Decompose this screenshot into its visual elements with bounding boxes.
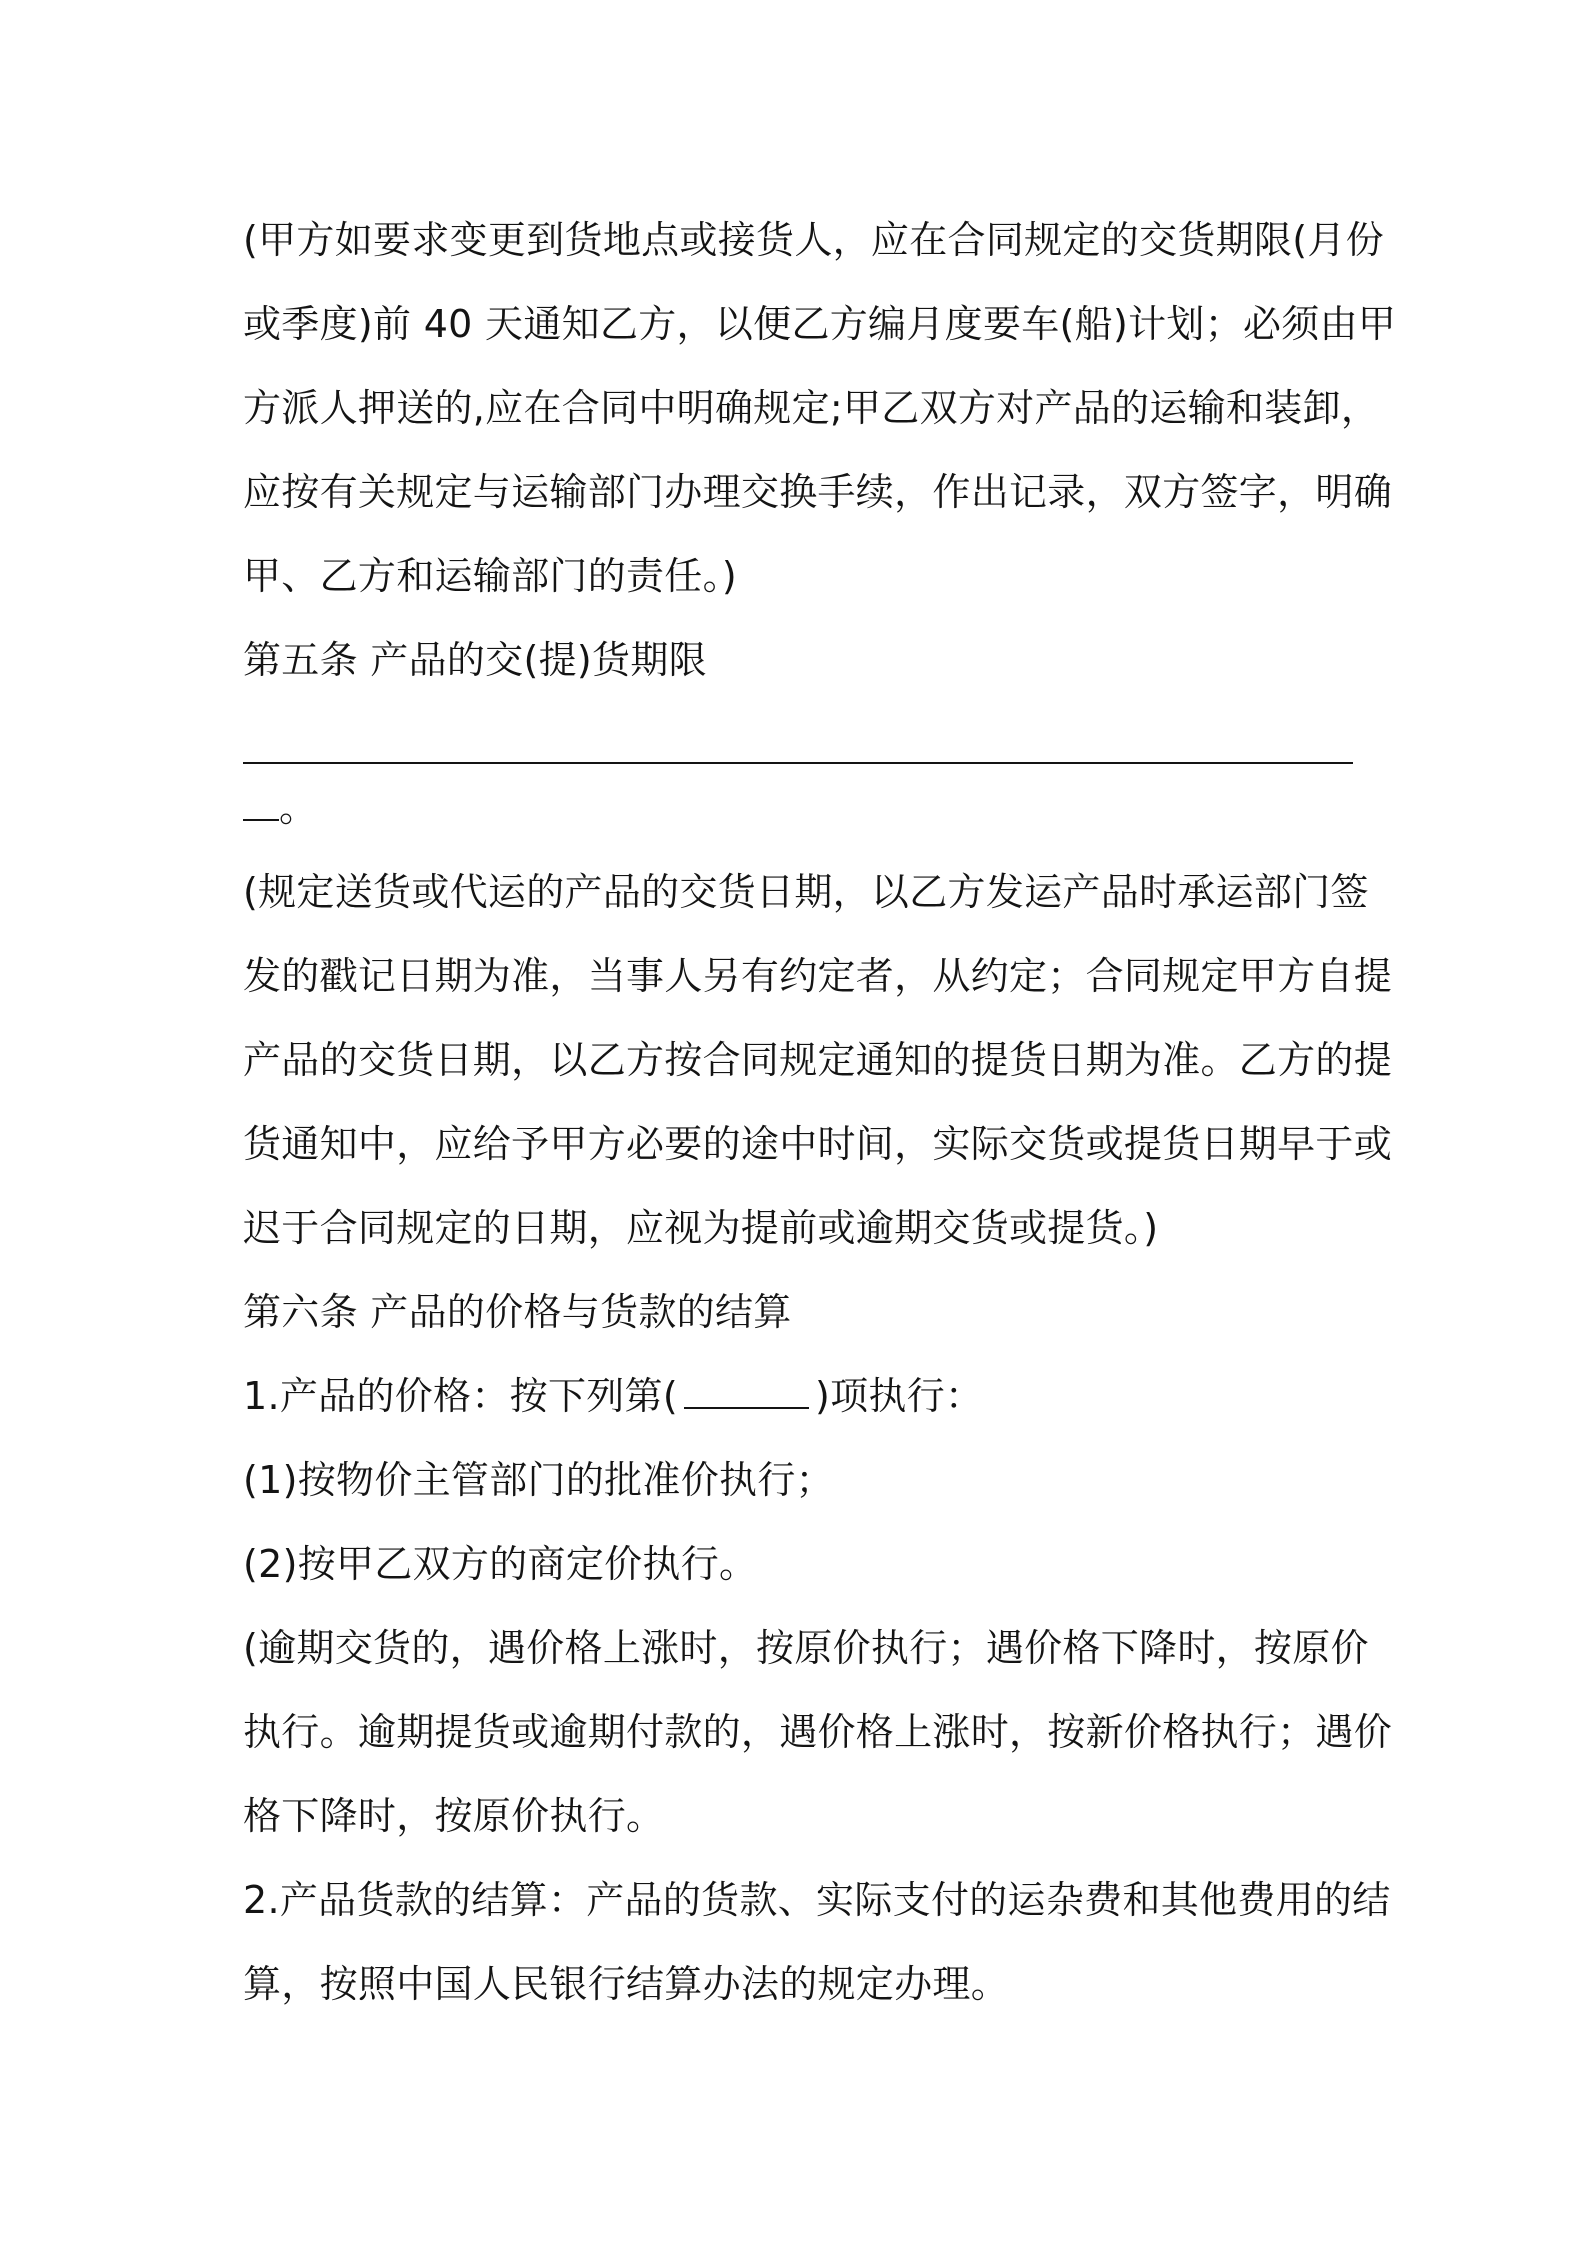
price-item: [243, 1354, 1363, 1438]
paragraph-line: (逾期交货的，遇价格上涨时，按原价执行；遇价格下降时，按原价: [243, 1626, 1369, 1670]
price-option-2: (2)按甲乙双方的商定价执行。: [243, 1542, 758, 1586]
document-body: [243, 198, 1397, 2026]
paragraph-line: 方派人押送的,应在合同中明确规定;甲乙双方对产品的运输和装卸，: [243, 386, 1380, 430]
paragraph-line: 应按有关规定与运输部门办理交换手续，作出记录，双方签字，明确: [243, 470, 1393, 514]
paragraph-line: (甲方如要求变更到货地点或接货人，应在合同规定的交货期限(月份: [243, 218, 1384, 262]
price-item-suffix: )项执行：: [814, 1374, 984, 1418]
paragraph-line: (规定送货或代运的产品的交货日期，以乙方发运产品时承运部门签: [243, 870, 1369, 914]
paragraph-line: 迟于合同规定的日期，应视为提前或逾期交货或提货。): [243, 1206, 1159, 1250]
paragraph-line: 2.产品货款的结算：产品的货款、实际支付的运杂费和其他费用的结: [243, 1878, 1391, 1922]
price-option-blank: [684, 1377, 809, 1409]
paragraph-line: 格下降时，按原价执行。: [243, 1794, 665, 1838]
paragraph-line: 或季度)前 40 天通知乙方，以便乙方编月度要车(船)计划；必须由甲: [243, 302, 1397, 346]
fill-in-line: [243, 762, 1353, 764]
paragraph-line: 算，按照中国人民银行结算办法的规定办理。: [243, 1962, 1010, 2006]
paragraph-line: 货通知中，应给予甲方必要的途中时间，实际交货或提货日期早于或: [243, 1122, 1393, 1166]
delivery-period-blank: [243, 702, 1363, 766]
price-item-prefix: 1.产品的价格：按下列第(: [243, 1374, 678, 1418]
article-5-heading: 第五条 产品的交(提)货期限: [243, 638, 707, 682]
delivery-period-blank-end: [243, 766, 1363, 850]
paragraph-line: 产品的交货日期，以乙方按合同规定通知的提货日期为准。乙方的提: [243, 1038, 1393, 1082]
paragraph-line: 发的戳记日期为准，当事人另有约定者，从约定；合同规定甲方自提: [243, 954, 1393, 998]
paragraph-line: 甲、乙方和运输部门的责任。): [243, 554, 738, 598]
article-6-heading: 第六条 产品的价格与货款的结算: [243, 1290, 792, 1334]
fill-in-line-short: [243, 785, 279, 821]
price-option-1: (1)按物价主管部门的批准价执行；: [243, 1458, 834, 1502]
sentence-end: 。: [279, 786, 318, 830]
paragraph-line: 执行。逾期提货或逾期付款的，遇价格上涨时，按新价格执行；遇价: [243, 1710, 1393, 1754]
